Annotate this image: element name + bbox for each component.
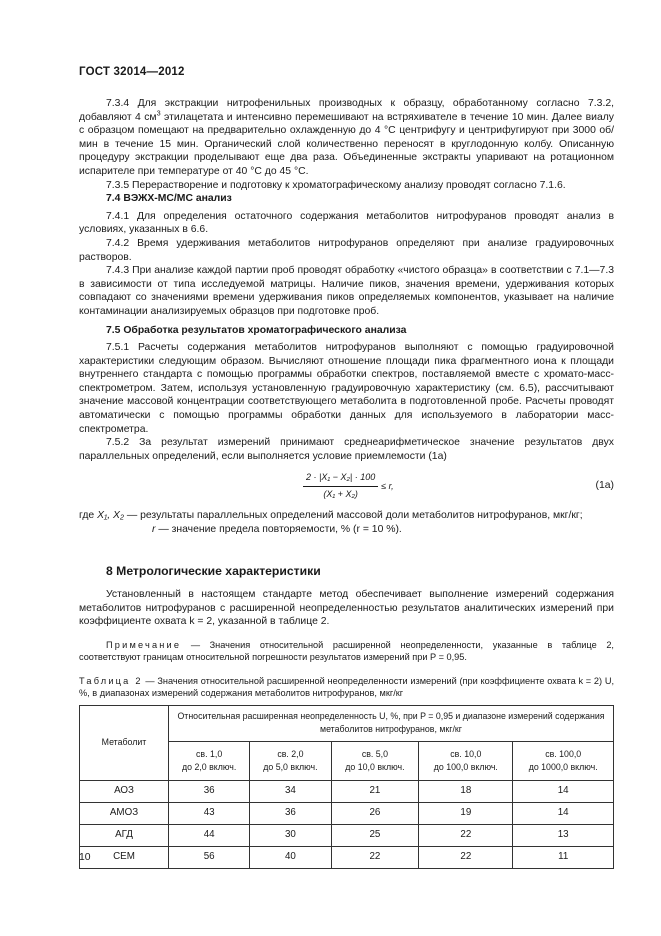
table-2-caption-label: Таблица 2 xyxy=(79,675,143,686)
where-r-description: — значение предела повторяемости, % (r = 10 %). xyxy=(155,524,402,536)
table-cell: 22 xyxy=(419,824,513,846)
range-to: до 10,0 включ. xyxy=(345,761,405,772)
table-cell: 36 xyxy=(169,780,250,802)
table-cell: 40 xyxy=(250,846,331,868)
range-to: до 5,0 включ. xyxy=(263,761,318,772)
range-from: св. 100,0 xyxy=(545,749,582,760)
table-row xyxy=(80,780,614,802)
table-cell: 34 xyxy=(250,780,331,802)
table-cell: 22 xyxy=(419,846,513,868)
paragraph-7-5-1: 7.5.1 Расчеты содержания метаболитов нитрофуранов выполняют с помощью градуировочной характеристики следующим образом. Вычисляют отношение площади пика фрагментного иона к площади внутреннего стандарта с помощью программы обработки спектров, поставляемой вместе с хромато-масс-спектрометром. Затем, используя установленную градуировочную характеристику (см. 6.5), рассчитывают значение массовой концентрации соответствующего метаболита в подготовленной пробе. Расчеты проводят автоматически с помощью программы обработки данных для используемого в лаборатории масс-спектрометра. xyxy=(79,342,614,435)
paragraph-7-4-3: 7.4.3 При анализе каждой партии проб проводят обработку «чистого образца» в соответствии с 7.1—7.3 в зависимости от типа исследуемой матрицы. Наличие пиков, значения времени, удерживания которых совпадают со значениями времени удерживания пиков определяемых компонентов, указывает на наличие контаминации анализируемых образцов при подготовке проб. xyxy=(79,265,614,317)
range-header xyxy=(331,741,419,780)
document-header: ГОСТ 32014—2012 xyxy=(79,66,185,78)
paragraph-7-3-4 xyxy=(79,97,614,179)
table-cell: 11 xyxy=(513,846,614,868)
table-header-row xyxy=(80,705,614,741)
paragraph-7-5-2: 7.5.2 За результат измерений принимают среднеарифметическое значение результатов двух параллельных определений, если выполняется условие приемлемости (1а) xyxy=(79,437,614,462)
where-x-description: — результаты параллельных определений массовой доли метаболитов нитрофуранов, мкг/кг; xyxy=(123,510,583,522)
where-line-2 xyxy=(79,523,614,537)
range-from: св. 10,0 xyxy=(450,749,482,760)
table-cell: 26 xyxy=(331,802,419,824)
metabolite-name: АОЗ xyxy=(80,780,169,802)
superscript-3: 3 xyxy=(156,108,161,118)
table-2-caption-text: — Значения относительной расширенной неопределенности измерений (при коэффициенте охвата k = 2) U, %, в диапазонах измерений содержания метаболитов нитрофуранов, мкг/кг xyxy=(79,675,615,699)
paragraph-7-3-4-part-a: 7.3.4 Для экстракции нитрофенильных производных к образцу, обработанному согласно 7.3.2, добавляют 4 см xyxy=(79,98,614,123)
range-to: до 2,0 включ. xyxy=(181,761,237,772)
table-cell: 19 xyxy=(419,802,513,824)
range-from: св. 5,0 xyxy=(361,749,389,760)
column-header-metabolite: Метаболит xyxy=(80,705,169,780)
formula-denominator: (X₁ + X₂) xyxy=(323,489,358,500)
table-cell: 25 xyxy=(331,824,419,846)
section-8-paragraph: Установленный в настоящем стандарте метод обеспечивает выполнение измерений содержания метаболитов нитрофуранов с расширенной неопределенностью результатов аналитических измерений при коэффициенте охвата k = 2, указанной в таблице 2. xyxy=(79,589,614,628)
table-cell: 14 xyxy=(513,802,614,824)
where-line-1 xyxy=(79,509,614,523)
table-row xyxy=(80,802,614,824)
formula-expression xyxy=(303,471,394,501)
note-label: Примечание xyxy=(106,640,182,650)
table-cell: 43 xyxy=(169,802,250,824)
metabolite-name: СЕМ xyxy=(80,846,169,868)
paragraph-7-3-4-part-b: этилацетата и интенсивно перемешивают на встряхивателе в течение 10 мин. Далее виалу с образцом помещают на предварительно охлажденную до 4 °С центрифугу и центрифугируют при 3000 об/мин в течение 15 мин. Органический слой количественно переносят в круглодонную колбу. Описанную процедуру экстракции проделывают еще два раза. Объединенные экстракты упаривают на ротационном испарителе при температуре от 40 °С до 45 °С. xyxy=(79,111,614,177)
paragraph-7-3-5: 7.3.5 Перерастворение и подготовку к хроматографическому анализу проводят согласно 7.1.6. xyxy=(106,179,566,191)
column-header-group: Относительная расширенная неопределенность U, %, при P = 0,95 и диапазоне измерений содержания метаболитов нитрофуранов, мкг/кг xyxy=(169,705,614,741)
range-header xyxy=(250,741,331,780)
range-to: до 1000,0 включ. xyxy=(528,761,598,772)
table-cell: 14 xyxy=(513,780,614,802)
table-row xyxy=(80,846,614,868)
formula-number: (1а) xyxy=(595,480,614,492)
table-2-caption xyxy=(79,675,614,700)
range-from: св. 2,0 xyxy=(277,749,304,760)
table-cell: 13 xyxy=(513,824,614,846)
where-var-r: r xyxy=(152,524,156,536)
table-cell: 36 xyxy=(250,802,331,824)
table-row xyxy=(80,824,614,846)
formula-1a xyxy=(79,471,614,503)
paragraph-7-4-2: 7.4.2 Время удерживания метаболитов нитрофуранов определяют при анализе градуировочных растворов. xyxy=(79,237,614,263)
metabolite-name: АМОЗ xyxy=(80,802,169,824)
table-cell: 44 xyxy=(169,824,250,846)
table-cell: 56 xyxy=(169,846,250,868)
table-2 xyxy=(79,705,614,869)
where-prefix: где xyxy=(79,510,98,522)
paragraph-7-4-1: 7.4.1 Для определения остаточного содержания метаболитов нитрофуранов проводят анализ в условиях, указанных в 6.6. xyxy=(79,210,614,236)
section-8-title: 8 Метрологические характеристики xyxy=(106,563,321,578)
range-from: св. 1,0 xyxy=(196,749,223,760)
fraction xyxy=(303,471,378,501)
page-content xyxy=(79,97,614,869)
metabolite-name: АГД xyxy=(80,824,169,846)
formula-numerator: 2 · |X₁ − X₂| · 100 xyxy=(303,471,378,487)
where-vars-x: X₁, X₂ xyxy=(97,510,124,522)
table-cell: 18 xyxy=(419,780,513,802)
range-to: до 100,0 включ. xyxy=(433,761,498,772)
heading-7-5: 7.5 Обработка результатов хроматографического анализа xyxy=(106,324,407,336)
note xyxy=(79,639,614,664)
page-number: 10 xyxy=(79,852,91,863)
heading-7-4: 7.4 ВЭЖХ-МС/МС анализ xyxy=(106,193,232,205)
range-header xyxy=(169,741,250,780)
range-header xyxy=(513,741,614,780)
table-cell: 30 xyxy=(250,824,331,846)
table-cell: 22 xyxy=(331,846,419,868)
note-text: — Значения относительной расширенной неопределенности, указанные в таблице 2, соответствуют границам относительной погрешности результатов измерений при P = 0,95. xyxy=(79,640,614,663)
range-header xyxy=(419,741,513,780)
formula-relation: ≤ r, xyxy=(381,480,394,491)
table-cell: 21 xyxy=(331,780,419,802)
